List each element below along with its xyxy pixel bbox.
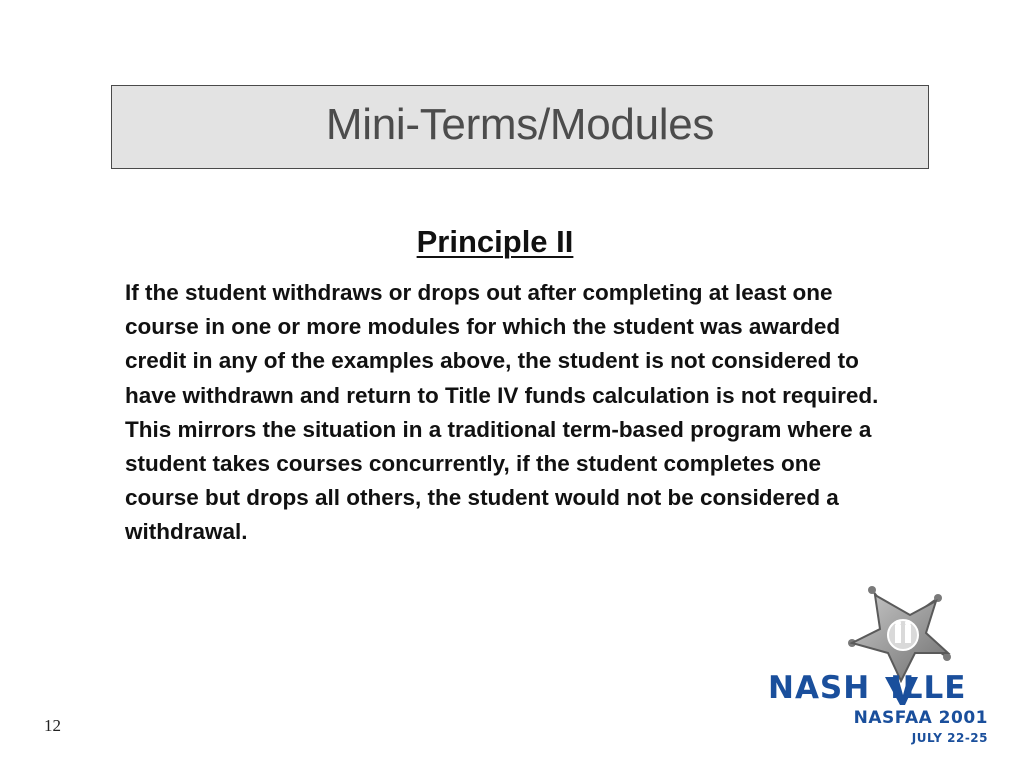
body-paragraph: If the student withdraws or drops out after completing at least one course in one or more modules for which the student was awarded credit in any of the examples above, the student is not considered to have withdrawn and return to Title IV funds calculation is not required. This mirrors the situation in a traditional term-based program where a student takes courses concurrently, if the student completes one course but drops all others, the student would not be considered a withdrawal. — [125, 280, 879, 545]
slide-number: 12 — [44, 716, 61, 735]
logo-event: NASFAA 2001 — [853, 708, 988, 728]
title-box — [111, 85, 929, 169]
logo-dates: JULY 22-25 — [911, 731, 988, 745]
logo-wordmark — [768, 670, 967, 706]
slide-title: Mini-Terms/Modules — [325, 100, 715, 149]
subheading: Principle II — [416, 224, 574, 259]
nasfaa-logo — [760, 585, 1000, 755]
logo-word-right: ILLE — [890, 670, 967, 706]
logo-word-left: NASH — [768, 670, 871, 706]
